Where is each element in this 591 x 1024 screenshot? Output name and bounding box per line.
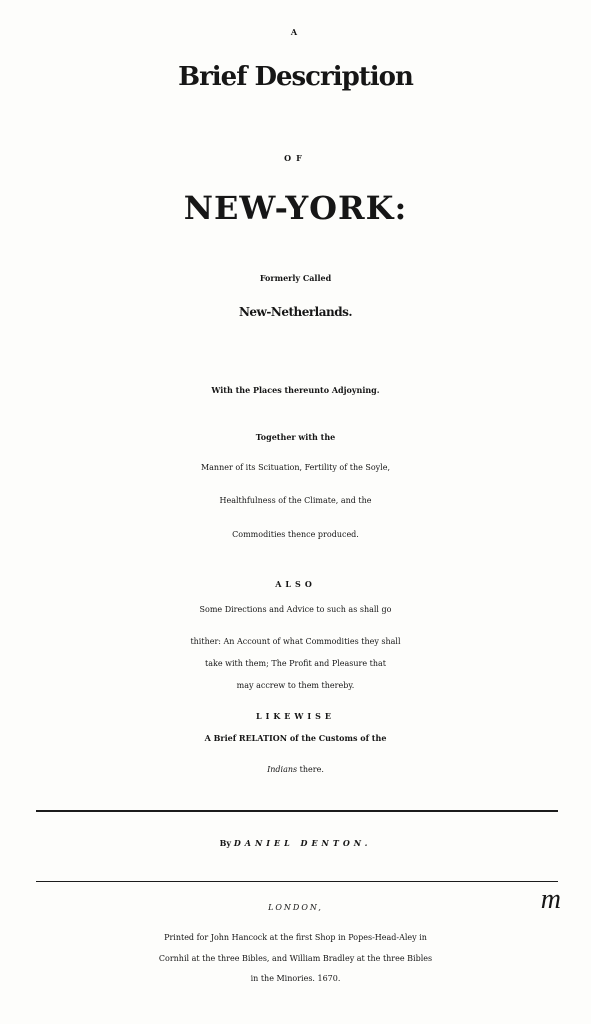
title-article: A <box>290 27 301 37</box>
author-name: DANIEL DENTON. <box>233 838 372 848</box>
former-name: New-Netherlands. <box>238 305 353 319</box>
imprint-line-1: Printed for John Hancock at the first Shop in Popes-Head-Aley in <box>164 933 427 942</box>
indians-word: Indians <box>267 765 298 774</box>
directions-line-3: take with them; The Profit and Pleasure that <box>205 659 386 668</box>
also-line: ALSO <box>275 579 316 589</box>
together-line: Together with the <box>255 432 336 442</box>
relation-line-2 <box>0 766 591 774</box>
byline-prefix: By <box>219 838 234 848</box>
description-line-2: Healthfulness of the Climate, and the <box>219 496 372 505</box>
directions-line-2: thither: An Account of what Commodities they shall <box>190 637 401 646</box>
imprint-city: LONDON, <box>268 903 323 912</box>
imprint-line-2: Cornhil at the three Bibles, and William Bradley at the three Bibles <box>158 954 433 963</box>
description-line-3: Commodities thence produced. <box>232 530 359 539</box>
relation-line-2-rest: there. <box>297 765 324 774</box>
places-line: With the Places thereunto Adjoyning. <box>211 385 380 395</box>
title-place: NEW-YORK: <box>183 189 408 227</box>
title-main: Brief Description <box>178 62 413 92</box>
formerly-called: Formerly Called <box>259 273 332 283</box>
directions-line-1: Some Directions and Advice to such as shall go <box>199 605 392 614</box>
directions-line-4: may accrew to them thereby. <box>236 681 355 690</box>
top-rule <box>36 810 558 812</box>
byline <box>0 839 591 847</box>
title-of: OF <box>284 153 307 163</box>
description-line-1: Manner of its Scituation, Fertility of the Soyle, <box>200 463 391 472</box>
corner-mark: m <box>540 884 561 915</box>
likewise-line: LIKEWISE <box>255 711 336 721</box>
middle-rule <box>36 881 558 882</box>
relation-line-1: A Brief RELATION of the Customs of the <box>204 733 387 743</box>
imprint-line-3: in the Minories. 1670. <box>250 974 341 983</box>
